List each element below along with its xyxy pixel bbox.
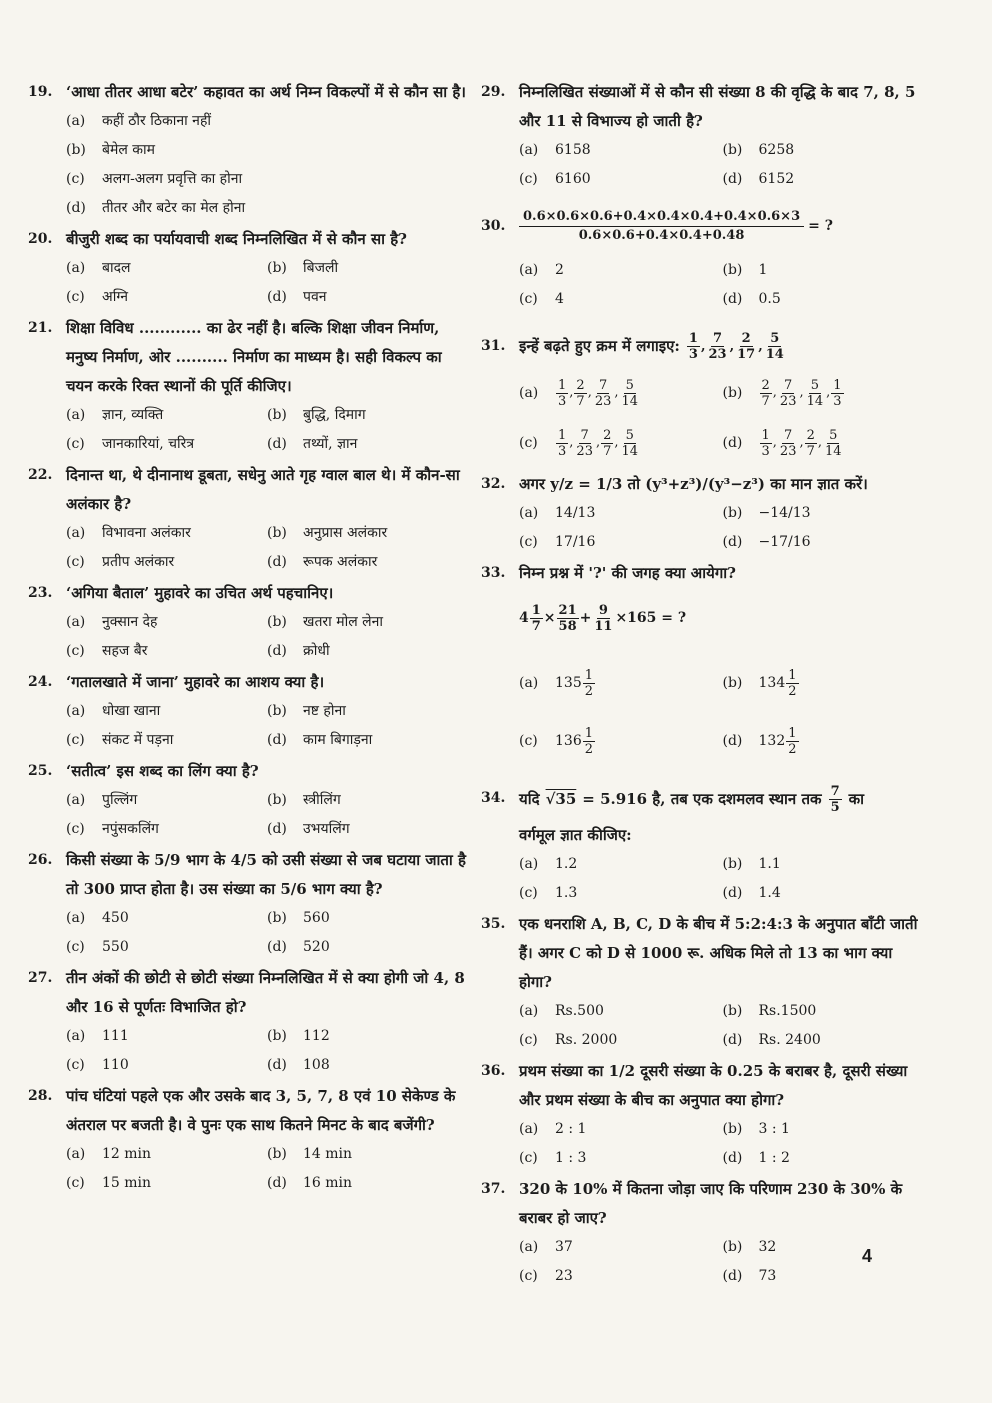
separator: , — [700, 338, 706, 354]
option-a: (a) पुल्लिंग — [66, 792, 138, 808]
fraction-denominator: 17 — [737, 346, 756, 362]
question-number: 23. — [28, 585, 53, 601]
mixed-whole: 134 — [758, 674, 786, 691]
question-30 — [481, 196, 926, 314]
separator: , — [614, 385, 619, 400]
fraction-numerator: 1 — [558, 377, 567, 393]
option-a: (a) 12 min — [66, 1146, 152, 1162]
separator: , — [799, 385, 804, 400]
option-a: (a) विभावना अलंकार — [66, 525, 191, 541]
option-c: (c) 1 : 3 — [519, 1150, 587, 1166]
question-21 — [28, 314, 468, 459]
question-number: 35. — [481, 916, 506, 932]
option-a: (a) नुक्सान देह — [66, 614, 158, 630]
fraction — [574, 378, 586, 409]
options — [519, 368, 926, 468]
option-a: (a) 111 — [66, 1028, 129, 1044]
option-d: (d) पवन — [267, 289, 327, 305]
option-d: (d) 16 min — [267, 1175, 353, 1191]
question-26 — [28, 846, 468, 962]
question-text: एक धनराशि A, B, C, D के बीच में 5:2:4:3 के अनुपात बाँटी जाती हैं। अगर C को D से 1000 रू. अधिक मिले तो 13 का भाग क्या होगा? — [519, 915, 918, 991]
question-number: 37. — [481, 1181, 506, 1197]
fraction-numerator: 2 — [761, 377, 770, 393]
question-text: पांच घंटियां पहले एक और उसके बाद 3, 5, 7, 8 एवं 10 सेकेण्ड के अंतराल पर बजती है। वे पुनः एक साथ कितने मिनट के बाद बजेंगी? — [66, 1087, 456, 1134]
fraction-denominator: 0.6×0.6+0.4×0.4+0.48 — [578, 227, 745, 243]
fraction-list — [555, 418, 641, 468]
fraction: $\frac{1}{7}$ — [531, 602, 541, 634]
fraction-numerator: 2 — [603, 427, 612, 443]
question-27 — [28, 964, 468, 1080]
option-b: (b) बेमेल काम — [66, 142, 156, 158]
question-22 — [28, 461, 468, 577]
fraction — [556, 378, 568, 409]
fraction-denominator: 23 — [779, 393, 797, 409]
mixed-whole: 132 — [758, 732, 786, 749]
fraction-list — [555, 368, 641, 418]
option-b: (b) 3 : 1 — [722, 1121, 790, 1137]
option-c: (c) 23 — [519, 1268, 573, 1284]
question-text: ‘अगिया बैताल’ मुहावरे का उचित अर्थ पहचानिए। — [66, 584, 334, 602]
fraction-denominator: 7 — [576, 393, 585, 409]
option-b: (b) −14/13 — [722, 505, 811, 521]
option-b: (b) Rs.1500 — [722, 1003, 817, 1019]
question-23 — [28, 579, 468, 666]
fraction — [687, 331, 700, 362]
option-a: (a) 6158 — [519, 142, 591, 158]
question-number: 21. — [28, 320, 53, 336]
fraction — [805, 428, 817, 459]
option-d: (d) उभयलिंग — [267, 821, 350, 837]
fraction-denominator: 2 — [788, 741, 797, 757]
options — [66, 697, 468, 755]
question-number: 36. — [481, 1063, 506, 1079]
option-c: (c) सहज बैर — [66, 643, 148, 659]
option-b: (b) बिजली — [267, 260, 339, 276]
question-number: 33. — [481, 565, 506, 581]
question-34 — [481, 784, 926, 908]
options — [66, 519, 468, 577]
fraction — [706, 331, 728, 362]
fraction-denominator: 3 — [558, 393, 567, 409]
fraction-denominator: 2 — [584, 741, 594, 757]
question-number: 30. — [481, 218, 506, 234]
fraction-numerator: 1 — [788, 667, 797, 683]
question-37 — [481, 1175, 926, 1291]
fraction-numerator: 1 — [558, 427, 567, 443]
question-number: 22. — [28, 467, 53, 483]
option-a: (a) Rs.500 — [519, 1003, 604, 1019]
option-c: (c) $\frac{1}{3}$ , $\frac{7}{23}$ , $\frac{2}{7}$ , $\frac{5}{14}$ — [519, 418, 723, 468]
option-c: (c) 136 $\frac{1}{2}$ — [519, 712, 723, 770]
question-number: 32. — [481, 476, 506, 492]
question-text: प्रथम संख्या का 1/2 दूसरी संख्या के 0.25 के बराबर है, दूसरी संख्या और प्रथम संख्या के बीच का अनुपात क्या होगा? — [519, 1062, 908, 1109]
fraction-numerator: 7 — [784, 377, 793, 393]
fraction — [760, 428, 772, 459]
option-d: (d) 132 $\frac{1}{2}$ — [723, 712, 927, 770]
mixed-number — [759, 726, 800, 757]
question-31 — [481, 324, 926, 468]
question-number: 34. — [481, 790, 506, 806]
option-b: (b) खतरा मोल लेना — [267, 614, 384, 630]
fraction-denominator: 14 — [806, 393, 824, 409]
option-d: (d) तीतर और बटेर का मेल होना — [66, 200, 246, 216]
option-d: (d) Rs. 2400 — [722, 1032, 821, 1048]
fraction — [574, 428, 595, 459]
fraction — [760, 378, 772, 409]
separator: , — [569, 385, 574, 400]
fraction-denominator: 2 — [584, 683, 594, 699]
fraction-numerator: 1 — [833, 377, 842, 393]
option-a: (a) कहीं ठौर ठिकाना नहीं — [66, 113, 212, 129]
fraction — [735, 331, 757, 362]
options — [519, 1115, 926, 1173]
separator: , — [772, 385, 777, 400]
question-33 — [481, 559, 926, 770]
option-c: (c) संकट में पड़ना — [66, 732, 174, 748]
option-b: (b) $\frac{2}{7}$ , $\frac{7}{23}$ , $\frac{5}{14}$ , $\frac{1}{3}$ — [723, 368, 927, 418]
fraction-denominator: 23 — [576, 443, 593, 459]
fraction-numerator: 5 — [829, 427, 838, 443]
option-d: (d) काम बिगाड़ना — [267, 732, 373, 748]
separator: , — [758, 338, 763, 354]
option-d: (d) 520 — [267, 939, 330, 955]
question-text: शिक्षा विविध ............ का ढेर नहीं है। बल्कि शिक्षा जीवन निर्माण, मनुष्य निर्माण, ओर .......... निर्माण का माध्यम है। सही विकल्प का चयन करके रिक्त स्थानों की पूर्ति कीजिए। — [66, 319, 442, 395]
fraction — [556, 428, 568, 459]
fraction-numerator: 5 — [770, 330, 780, 346]
option-d: (d) $\frac{1}{3}$ , $\frac{7}{23}$ , $\frac{2}{7}$ , $\frac{5}{14}$ — [723, 418, 927, 468]
fraction — [805, 378, 826, 409]
fraction-numerator: 7 — [784, 427, 793, 443]
question-number: 29. — [481, 84, 506, 100]
options — [66, 904, 468, 962]
option-a: (a) 450 — [66, 910, 129, 926]
options — [519, 136, 926, 194]
option-c: (c) प्रतीप अलंकार — [66, 554, 175, 570]
fraction: $\frac{21}{58}$ — [558, 602, 577, 634]
question-19 — [28, 78, 468, 223]
question-20 — [28, 225, 468, 312]
fraction-numerator: 1 — [788, 725, 797, 741]
question-35 — [481, 910, 926, 1055]
option-d: (d) रूपक अलंकार — [267, 554, 378, 570]
option-c: (c) 1.3 — [519, 885, 578, 901]
question-text: यदि √35 = 5.916 है, तब एक दशमलव स्थान तक $\frac{7}{5}$ का — [519, 784, 865, 815]
options — [519, 654, 926, 770]
question-number: 20. — [28, 231, 53, 247]
fraction-denominator: 14 — [765, 346, 784, 362]
question-number: 31. — [481, 338, 506, 354]
option-d: (d) 73 — [722, 1268, 777, 1284]
question-number: 25. — [28, 763, 53, 779]
options — [66, 786, 468, 844]
fraction-denominator: 14 — [621, 393, 639, 409]
right-column — [481, 78, 926, 1293]
fraction-denominator: 3 — [833, 393, 842, 409]
option-a: (a) $\frac{1}{3}$ , $\frac{2}{7}$ , $\frac{7}{23}$ , $\frac{5}{14}$ — [519, 368, 723, 418]
separator: , — [587, 385, 592, 400]
mixed-whole: 135 — [555, 674, 582, 691]
fraction-numerator: 7 — [580, 427, 589, 443]
question-text-line-2: वर्गमूल ज्ञात कीजिए: — [519, 826, 632, 844]
fraction — [823, 428, 844, 459]
fraction-list — [686, 331, 787, 362]
mixed-number — [555, 668, 596, 699]
fraction — [583, 668, 595, 699]
separator: , — [817, 435, 823, 450]
option-b: (b) 560 — [267, 910, 330, 926]
question-text: किसी संख्या के 5/9 भाग के 4/5 को उसी संख्या से जब घटाया जाता है तो 300 प्राप्त होता है। उस संख्या का 5/6 भाग क्या है? — [66, 851, 466, 898]
option-a: (a) 2 — [519, 262, 564, 278]
fraction: $\frac{7}{5}$ — [830, 784, 840, 815]
separator: , — [729, 338, 735, 354]
option-c: (c) 17/16 — [519, 534, 596, 550]
option-d: (d) 1.4 — [722, 885, 781, 901]
option-a: (a) 135 $\frac{1}{2}$ — [519, 654, 723, 712]
fraction-list — [759, 368, 845, 418]
option-c: (c) अग्नि — [66, 289, 129, 305]
option-a: (a) 14/13 — [519, 505, 596, 521]
question-text: अगर y/z = 1/3 तो (y³+z³)/(y³−z³) का मान ज्ञात करें। — [519, 475, 868, 493]
question-text: 320 के 10% में कितना जोड़ा जाए कि परिणाम 230 के 30% के बराबर हो जाए? — [519, 1180, 903, 1227]
question-text: इन्हें बढ़ते हुए क्रम में लगाइए: $\frac{1}{3}$ , $\frac{7}{23}$ , $\frac{2}{17}$ , $\frac{5}{14}$ — [519, 324, 926, 368]
option-c: (c) 550 — [66, 939, 129, 955]
fraction — [601, 428, 613, 459]
fraction-numerator: 1 — [584, 725, 594, 741]
fraction-denominator: 3 — [761, 443, 770, 459]
fraction — [620, 378, 641, 409]
fraction-numerator: 1 — [584, 667, 594, 683]
fraction-denominator: 14 — [825, 443, 842, 459]
option-d: (d) क्रोधी — [267, 643, 330, 659]
option-b: (b) 6258 — [722, 142, 795, 158]
question-text: ‘गतालखाते में जाना’ मुहावरे का आशय क्या है। — [66, 673, 325, 691]
question-text: ‘आधा तीतर आधा बटेर’ कहावत का अर्थ निम्न विकल्पों में से कौन सा है। — [66, 83, 466, 101]
option-a: (a) 2 : 1 — [519, 1121, 587, 1137]
option-c: (c) नपुंसकलिंग — [66, 821, 159, 837]
option-c: (c) जानकारियां, चरित्र — [66, 436, 195, 452]
expression: 4 $\frac{1}{7}$ × $\frac{21}{58}$ + $\frac{9}{11}$ ×165 = ? — [519, 602, 687, 634]
separator: , — [595, 435, 601, 450]
question-29 — [481, 78, 926, 194]
option-a: (a) धोखा खाना — [66, 703, 161, 719]
options — [66, 608, 468, 666]
fraction — [786, 668, 798, 699]
option-d: (d) 108 — [267, 1057, 330, 1073]
fraction-numerator: 5 — [625, 377, 634, 393]
left-column — [28, 78, 468, 1200]
separator: , — [826, 385, 831, 400]
options — [66, 401, 468, 459]
option-a: (a) 37 — [519, 1239, 573, 1255]
fraction-numerator: 2 — [741, 330, 751, 346]
fraction-denominator: 7 — [603, 443, 612, 459]
fraction-list — [759, 418, 845, 468]
question-25 — [28, 757, 468, 844]
question-32 — [481, 470, 926, 557]
option-b: (b) 14 min — [267, 1146, 353, 1162]
fraction-denominator: 3 — [688, 346, 698, 362]
option-d: (d) 6152 — [722, 171, 795, 187]
options — [519, 499, 926, 557]
option-c: (c) 4 — [519, 291, 564, 307]
question-text: तीन अंकों की छोटी से छोटी संख्या निम्नलिखित में से क्या होगी जो 4, 8 और 16 से पूर्णतः विभाजित हो? — [66, 969, 465, 1016]
options — [66, 107, 468, 223]
page-number: 4 — [861, 1246, 872, 1266]
separator: , — [772, 435, 777, 450]
option-d: (d) 1 : 2 — [722, 1150, 790, 1166]
option-d: (d) 0.5 — [722, 291, 781, 307]
option-b: (b) बुद्धि, दिमाग — [267, 407, 366, 423]
fraction — [593, 378, 614, 409]
fraction-denominator: 7 — [761, 393, 770, 409]
option-c: (c) 6160 — [519, 171, 591, 187]
fraction — [831, 378, 843, 409]
fraction-numerator: 2 — [576, 377, 585, 393]
fraction-numerator: 1 — [688, 330, 698, 346]
option-b: (b) 112 — [267, 1028, 330, 1044]
question-number: 27. — [28, 970, 53, 986]
fraction-denominator: 23 — [594, 393, 612, 409]
option-c: (c) 15 min — [66, 1175, 152, 1191]
question-text: दिनान्त था, थे दीनानाथ डूबता, सधेनु आते गृह ग्वाल बाल थे। में कौन-सा अलंकार है? — [66, 466, 460, 513]
fraction — [583, 726, 595, 757]
option-b: (b) नष्ट होना — [267, 703, 346, 719]
option-b: (b) 134 $\frac{1}{2}$ — [723, 654, 927, 712]
separator: , — [614, 435, 619, 450]
question-number: 26. — [28, 852, 53, 868]
question-number: 19. — [28, 84, 53, 100]
separator: , — [569, 435, 574, 450]
option-a: (a) बादल — [66, 260, 131, 276]
fraction-denominator: 7 — [806, 443, 815, 459]
option-b: (b) 1 — [722, 262, 768, 278]
question-36 — [481, 1057, 926, 1173]
options — [66, 1140, 468, 1198]
fraction-numerator: 0.6×0.6×0.6+0.4×0.4×0.4+0.4×0.6×3 — [519, 208, 804, 227]
question-24 — [28, 668, 468, 755]
option-c: (c) अलग-अलग प्रवृत्ति का होना — [66, 171, 243, 187]
option-d: (d) −17/16 — [722, 534, 811, 550]
fraction-numerator: 5 — [625, 427, 634, 443]
question-text: निम्न प्रश्न में '?' की जगह क्या आयेगा? — [519, 564, 736, 582]
mixed-whole: 136 — [555, 732, 582, 749]
fraction-numerator: 2 — [806, 427, 815, 443]
fraction — [620, 428, 641, 459]
fraction — [786, 726, 798, 757]
fraction-numerator: 5 — [810, 377, 820, 393]
fraction-denominator: 2 — [788, 683, 797, 699]
option-b: (b) अनुप्रास अलंकार — [267, 525, 388, 541]
mixed-number — [759, 668, 800, 699]
expression — [519, 196, 926, 256]
question-text: ‘सतीत्व’ इस शब्द का लिंग क्या है? — [66, 762, 259, 780]
option-b: (b) 32 — [722, 1239, 777, 1255]
option-a: (a) ज्ञान, व्यक्ति — [66, 407, 164, 423]
fraction-denominator: 14 — [621, 443, 639, 459]
option-a: (a) 1.2 — [519, 856, 578, 872]
option-d: (d) तथ्यों, ज्ञान — [267, 436, 358, 452]
question-number: 28. — [28, 1088, 53, 1104]
options — [66, 1022, 468, 1080]
fraction — [778, 428, 799, 459]
fraction-numerator: 1 — [761, 427, 770, 443]
options — [519, 850, 926, 908]
question-number: 24. — [28, 674, 53, 690]
question-28 — [28, 1082, 468, 1198]
option-c: (c) Rs. 2000 — [519, 1032, 618, 1048]
question-text: बीजुरी शब्द का पर्यायवाची शब्द निम्नलिखित में से कौन सा है? — [66, 230, 407, 248]
options — [519, 256, 926, 314]
fraction-numerator: 7 — [598, 377, 608, 393]
fraction-denominator: 23 — [708, 346, 727, 362]
fraction — [778, 378, 799, 409]
option-c: (c) 110 — [66, 1057, 129, 1073]
option-b: (b) स्त्रीलिंग — [267, 792, 341, 808]
fraction: $\frac{9}{11}$ — [594, 602, 613, 634]
options — [519, 997, 926, 1055]
options — [66, 254, 468, 312]
fraction — [764, 331, 786, 362]
fraction-denominator: 3 — [558, 443, 567, 459]
equals-question: = ? — [808, 218, 833, 234]
fraction — [519, 208, 804, 245]
fraction-denominator: 23 — [779, 443, 797, 459]
question-text: निम्नलिखित संख्याओं में से कौन सी संख्या 8 की वृद्धि के बाद 7, 8, 5 और 11 से विभाज्य हो जाती है? — [519, 83, 916, 130]
fraction-numerator: 7 — [713, 330, 723, 346]
separator: , — [799, 435, 804, 450]
option-b: (b) 1.1 — [722, 856, 781, 872]
mixed-number — [555, 726, 596, 757]
